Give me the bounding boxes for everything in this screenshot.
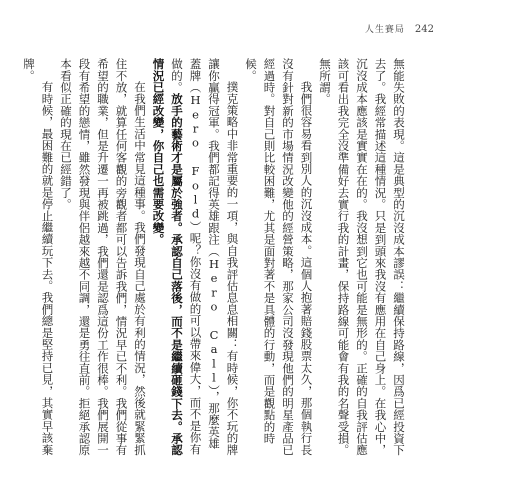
paragraph-text: 我們很容易看到別人的沉沒成本。這個人抱著賠錢股票太久，那個執行長沒有針對新的市場情況改變他的經營策略，那家公司沒發現他們的明星產品已經過時。對自己則比較困難，尤其是面對著不是具體的行動，而是觀點的時候。 (244, 58, 314, 456)
paragraph (316, 58, 409, 458)
chapter-title: 人生賽局 (364, 25, 405, 35)
paragraph (242, 58, 316, 458)
paragraph (57, 58, 150, 458)
paragraph (149, 58, 242, 458)
paragraph-text: 無能失敗的表現。這是典型的沉沒成本謬誤：繼續保持路線，因爲已經投資下去了。我經常描述這種情況。只是到頭來我沒有應用在自己身上。在我心中，沉沒成本應該是實實在在的。我沒想到它也可能是無形的。正確的自我評估應該可看出我完全沒準備好去實行我的計畫，保持路線可能會有我的名聲受損。無所謂。 (318, 58, 406, 456)
body-text (22, 58, 408, 458)
paragraph (20, 58, 57, 458)
paragraph-text: 有時候，最困難的就是停止繼續玩下去。我們總是堅持已見，其實早該棄牌。 (22, 58, 55, 456)
paragraph-text: 在我們生活中常見這種事。我們發現自己處於有利的情況，然後就緊緊抓住不放，就算任何客觀的旁觀者都可以告訴我們，情況早已不利。我們從事有希望的職業，但是升遷一再被跳過，我們還是認爲這份工作很棒。我們展開一段有希望的戀情，雖然發現與伴侶越來越不同調，還是勇往直前。拒絕承認原本看似正確的現在已經錯了。 (59, 58, 147, 456)
paragraph-text: 撲克策略中非常重要的一項，與自我評估息息相關：有時候，你不玩的牌讓你贏得冠軍。我們都記得英雄跟注（Hero Call），那麼英雄蓋牌（Hero Fold）呢？你沒有做的可以帶來偉大，而不是你有做的。 (170, 58, 240, 456)
page-number: 242 (414, 24, 434, 35)
running-header (365, 22, 434, 35)
bold-emphasis: 放手的藝術才是屬於強者。承認自己落後，而不是繼續砸錢下去。承認情況已經改變，你自己也需要改變。 (151, 58, 184, 456)
